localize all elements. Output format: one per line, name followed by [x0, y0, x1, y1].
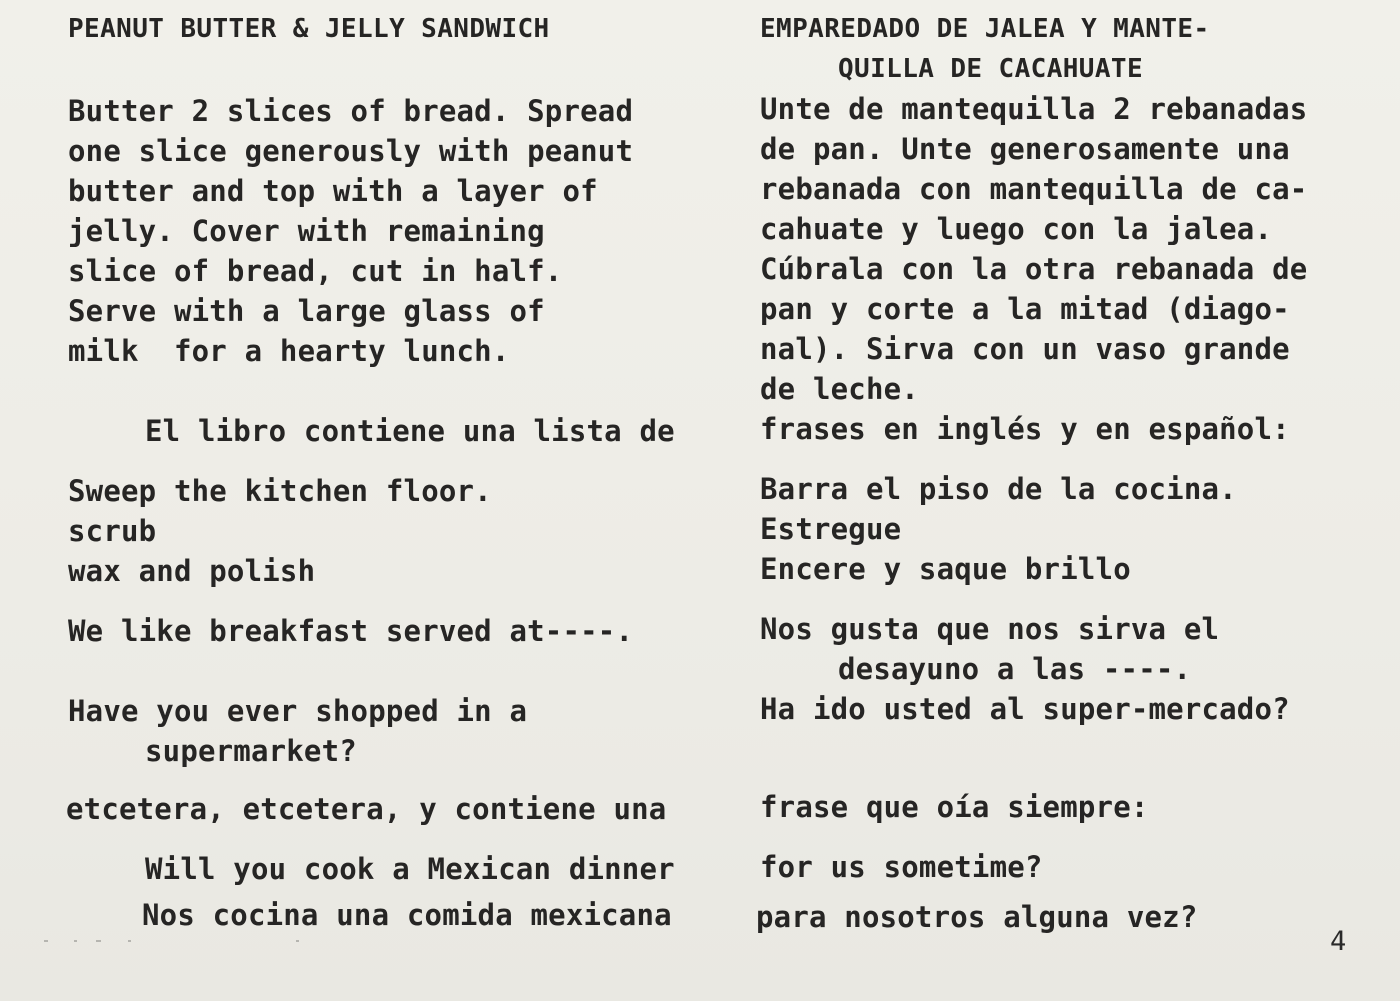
english-recipe-line: jelly. Cover with remaining	[68, 214, 545, 248]
spanish-recipe-line: Cúbrala con la otra rebanada de	[760, 252, 1308, 286]
phrase-spanish: Estregue	[760, 512, 902, 546]
phrase-spanish: Nos gusta que nos sirva el	[760, 612, 1220, 646]
phrase-english: wax and polish	[68, 554, 316, 588]
english-recipe-line: Serve with a large glass of	[68, 294, 545, 328]
spanish-recipe-line: de leche.	[760, 372, 919, 406]
quote-spanish-right: para nosotros alguna vez?	[756, 900, 1198, 934]
phrase-spanish: Encere y saque brillo	[760, 552, 1131, 586]
closing-text-left: etcetera, etcetera, y contiene una	[66, 792, 667, 826]
phrase-english: scrub	[68, 514, 157, 548]
spanish-recipe-title-line1: EMPAREDADO DE JALEA Y MANTE-	[760, 14, 1210, 44]
phrase-spanish: Ha ido usted al super-mercado?	[760, 692, 1290, 726]
intro-text-right: frases en inglés y en español:	[760, 412, 1290, 446]
spanish-recipe-line: Unte de mantequilla 2 rebanadas	[760, 92, 1308, 126]
phrase-english: supermarket?	[145, 734, 357, 768]
scan-speck	[96, 940, 101, 942]
english-recipe-title: PEANUT BUTTER & JELLY SANDWICH	[68, 14, 550, 44]
phrase-english: Sweep the kitchen floor.	[68, 474, 492, 508]
scan-speck	[128, 940, 131, 942]
quote-english-right: for us sometime?	[760, 850, 1043, 884]
english-recipe-line: one slice generously with peanut	[68, 134, 634, 168]
closing-text-right: frase que oía siempre:	[760, 790, 1149, 824]
phrase-spanish: desayuno a las ----.	[838, 652, 1192, 686]
spanish-recipe-title-line2: QUILLA DE CACAHUATE	[838, 54, 1144, 84]
phrase-english: Have you ever shopped in a	[68, 694, 528, 728]
scan-speck	[44, 940, 48, 942]
phrase-spanish: Barra el piso de la cocina.	[760, 472, 1237, 506]
spanish-recipe-line: nal). Sirva con un vaso grande	[760, 332, 1290, 366]
english-recipe-line: milk for a hearty lunch.	[68, 334, 510, 368]
english-recipe-line: butter and top with a layer of	[68, 174, 598, 208]
spanish-recipe-line: de pan. Unte generosamente una	[760, 132, 1290, 166]
quote-english-left: Will you cook a Mexican dinner	[145, 852, 675, 886]
spanish-recipe-line: rebanada con mantequilla de ca-	[760, 172, 1308, 206]
page-number: 4	[1330, 926, 1347, 957]
scan-speck	[296, 940, 299, 942]
phrase-english: We like breakfast served at----.	[68, 614, 634, 648]
english-recipe-line: Butter 2 slices of bread. Spread	[68, 94, 634, 128]
english-recipe-line: slice of bread, cut in half.	[68, 254, 563, 288]
spanish-recipe-line: cahuate y luego con la jalea.	[760, 212, 1273, 246]
quote-spanish-left: Nos cocina una comida mexicana	[142, 898, 672, 932]
scan-speck	[74, 940, 77, 942]
intro-text-left: El libro contiene una lista de	[145, 414, 675, 448]
spanish-recipe-line: pan y corte a la mitad (diago-	[760, 292, 1290, 326]
